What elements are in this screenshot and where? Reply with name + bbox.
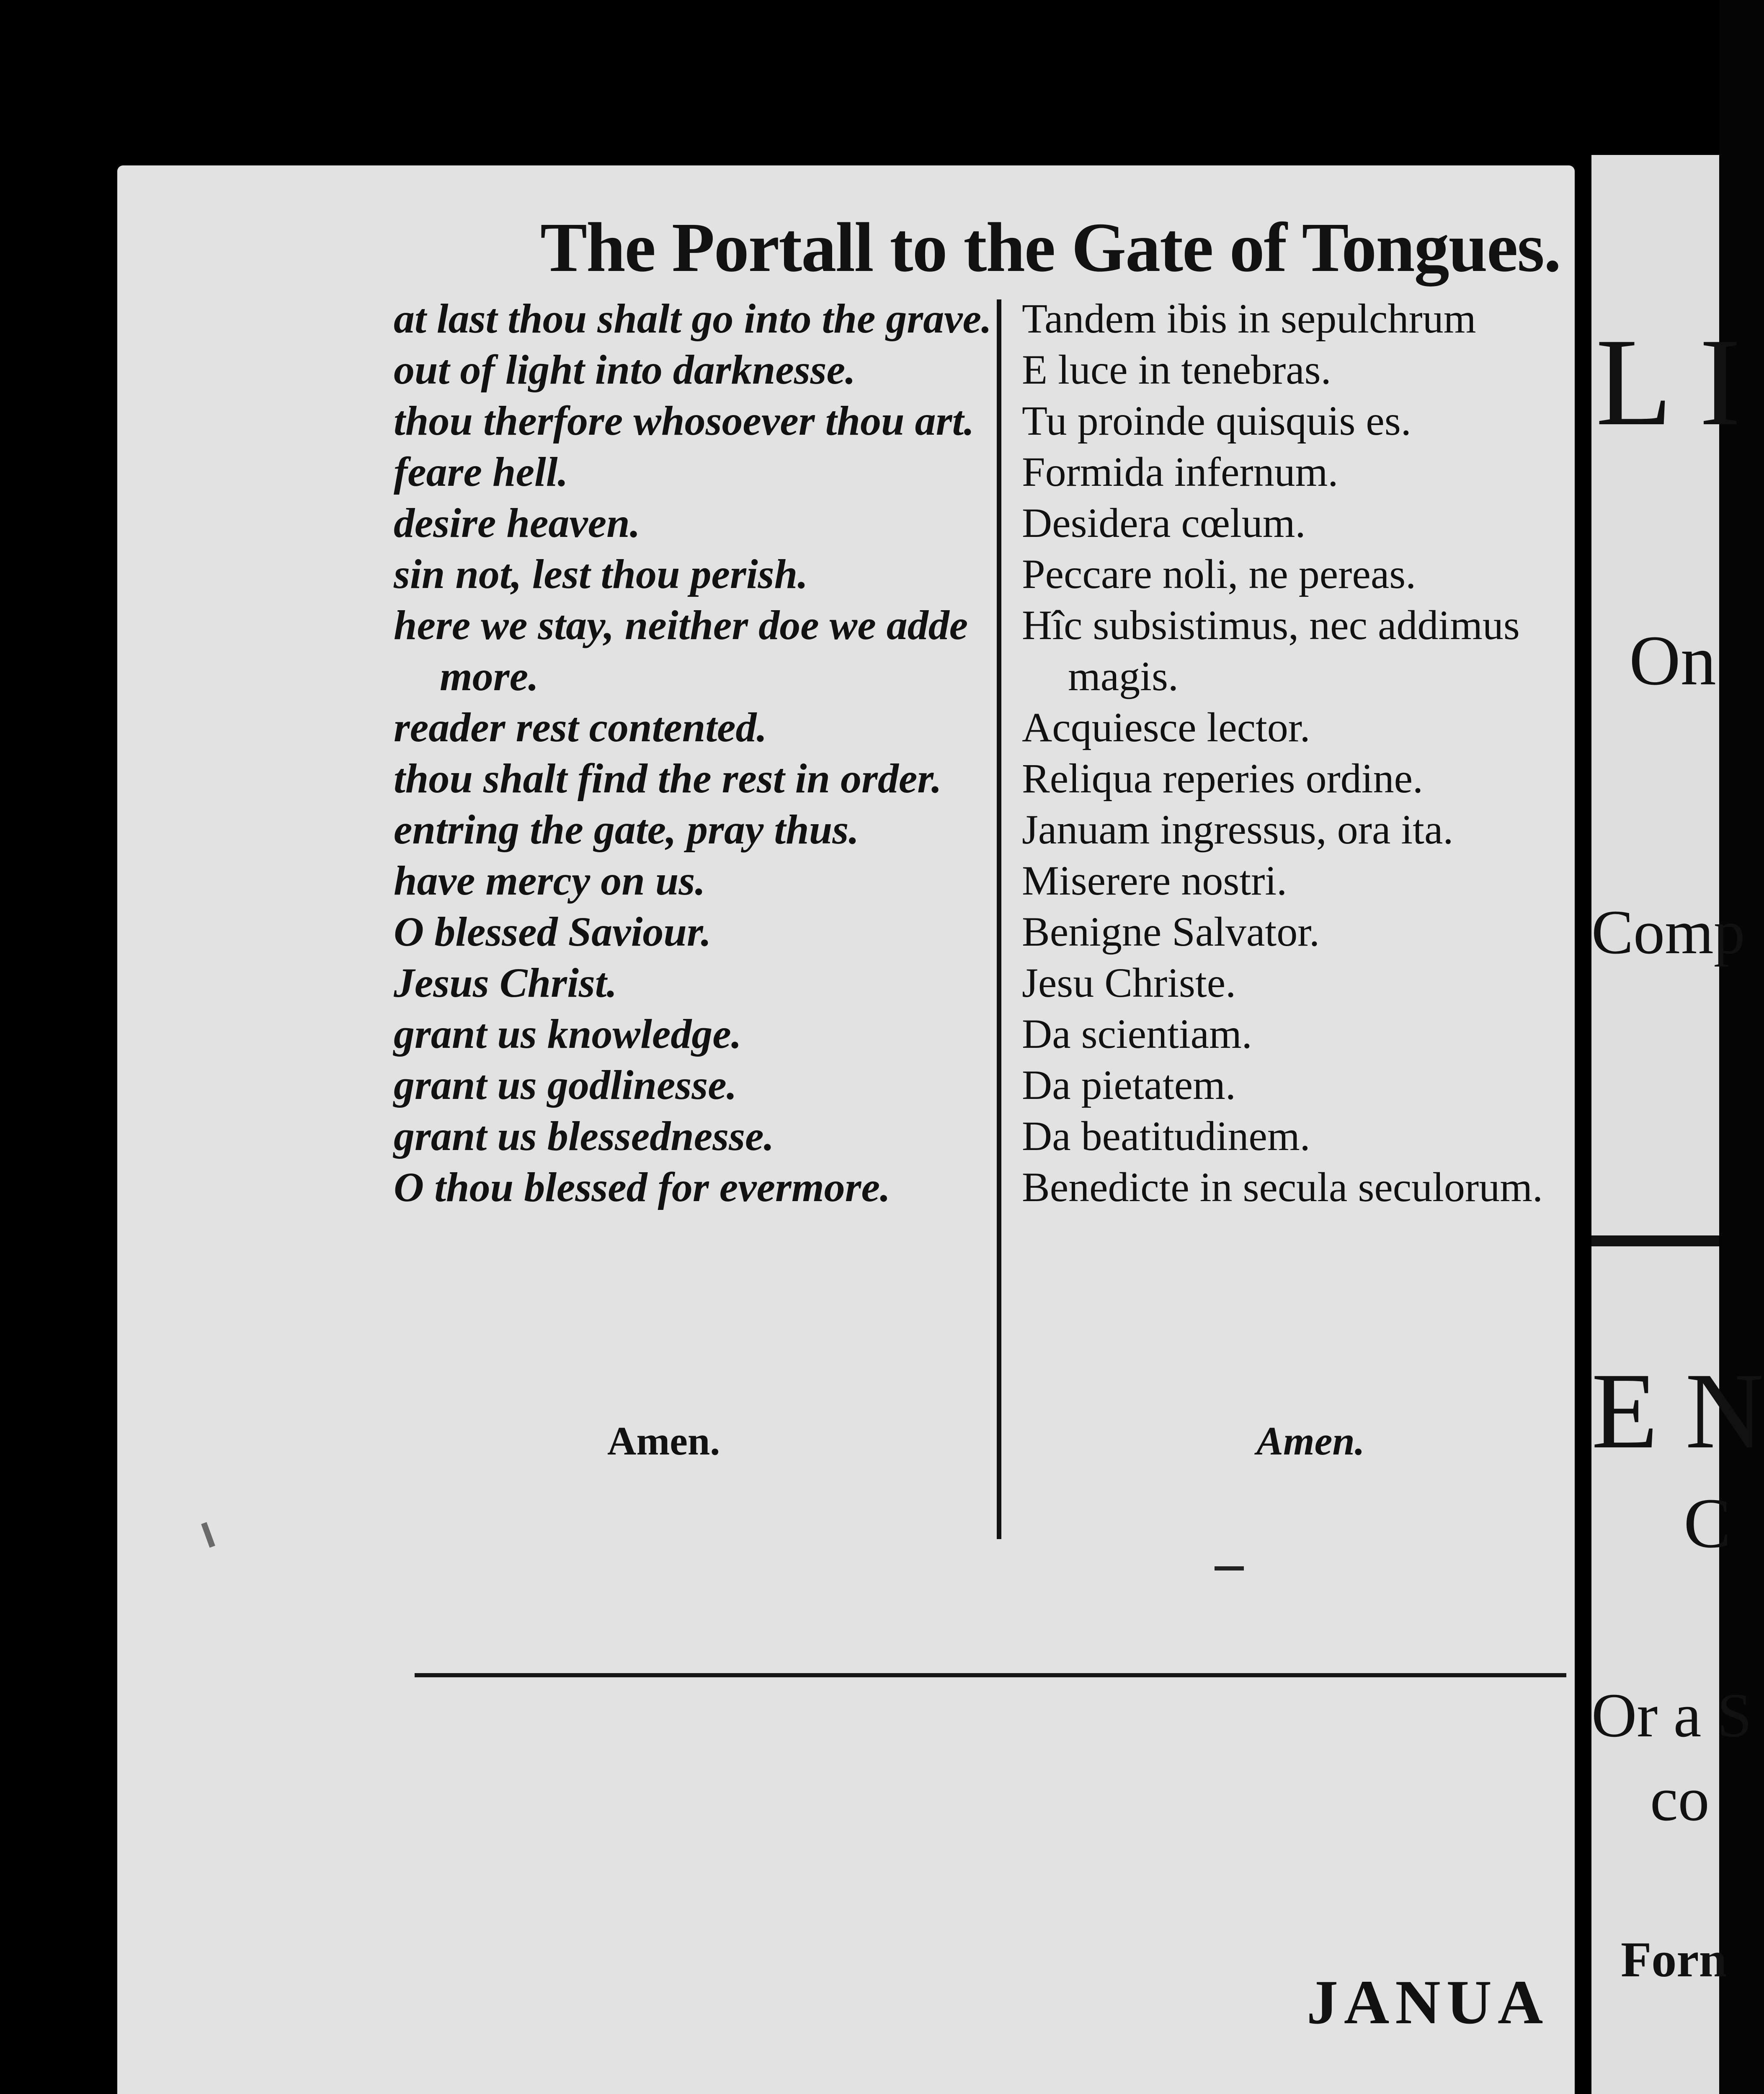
- english-line: O thou blessed for evermore.: [394, 1164, 890, 1210]
- ornament-rule: [1591, 1235, 1719, 1246]
- latin-column: [1022, 293, 1608, 1213]
- latin-line: Formida infernum.: [1022, 449, 1338, 495]
- facing-fragment: E N: [1591, 1351, 1764, 1471]
- latin-line: Peccare noli, ne pereas.: [1022, 551, 1416, 597]
- running-head: The Portall to the Gate of Tongues.: [540, 209, 1560, 286]
- facing-fragment: Forn: [1621, 1932, 1727, 1987]
- dash-mark: [1215, 1566, 1244, 1570]
- latin-line: Hîc subsistimus, nec addimus: [1022, 602, 1520, 648]
- latin-line: Da pietatem.: [1022, 1062, 1236, 1108]
- latin-line: Reliqua reperies ordine.: [1022, 755, 1423, 802]
- latin-line: Tu proinde quisquis es.: [1022, 397, 1411, 444]
- column-divider: [997, 299, 1001, 1539]
- latin-line: E luce in tenebras.: [1022, 346, 1331, 393]
- left-page: [117, 165, 1575, 2094]
- english-line: grant us knowledge.: [394, 1011, 742, 1057]
- latin-line: Da beatitudinem.: [1022, 1113, 1310, 1159]
- latin-line: Acquiesce lector.: [1022, 704, 1310, 750]
- english-line: out of light into darknesse.: [394, 346, 856, 393]
- latin-line: Benedicte in secula seculorum.: [1022, 1164, 1543, 1210]
- english-line: feare hell.: [394, 449, 568, 495]
- facing-fragment: Comp: [1591, 897, 1745, 967]
- latin-line: Jesu Christe.: [1022, 959, 1236, 1006]
- amen-english: Amen.: [607, 1418, 720, 1463]
- english-line: at last thou shalt go into the grave.: [394, 295, 992, 342]
- english-line: thou therfore whosoever thou art.: [394, 397, 975, 444]
- facing-fragment: L I: [1596, 312, 1741, 451]
- latin-line: Benigne Salvator.: [1022, 908, 1320, 955]
- latin-line: Desidera cœlum.: [1022, 500, 1306, 546]
- latin-line: magis.: [1068, 653, 1179, 699]
- english-line: more.: [440, 653, 539, 699]
- english-line: here we stay, neither doe we adde: [394, 602, 968, 648]
- facing-fragment: On: [1629, 621, 1716, 700]
- facing-page: [1591, 155, 1764, 2094]
- english-line: reader rest contented.: [394, 704, 767, 750]
- horizontal-rule: [415, 1673, 1566, 1677]
- catchword: JANUA: [1307, 1968, 1549, 2037]
- facing-fragment: C: [1684, 1484, 1731, 1563]
- latin-line: Da scientiam.: [1022, 1011, 1252, 1057]
- amen-latin: Amen.: [1256, 1418, 1365, 1463]
- english-line: have mercy on us.: [394, 857, 706, 904]
- english-line: desire heaven.: [394, 500, 640, 546]
- english-line: O blessed Saviour.: [394, 908, 712, 955]
- facing-fragment: co: [1650, 1764, 1710, 1834]
- facing-fragment: Or a S: [1591, 1681, 1752, 1750]
- english-line: sin not, lest thou perish.: [394, 551, 808, 597]
- latin-line: Tandem ibis in sepulchrum: [1022, 295, 1476, 342]
- english-line: entring the gate, pray thus.: [394, 806, 859, 853]
- latin-line: Miserere nostri.: [1022, 857, 1287, 904]
- english-line: Jesus Christ.: [394, 959, 617, 1006]
- latin-line: Januam ingressus, ora ita.: [1022, 806, 1454, 853]
- english-line: thou shalt find the rest in order.: [394, 755, 942, 802]
- ink-speck: [201, 1522, 215, 1547]
- english-line: grant us godlinesse.: [394, 1062, 737, 1108]
- english-column: [394, 293, 1131, 1213]
- english-line: grant us blessednesse.: [394, 1113, 774, 1159]
